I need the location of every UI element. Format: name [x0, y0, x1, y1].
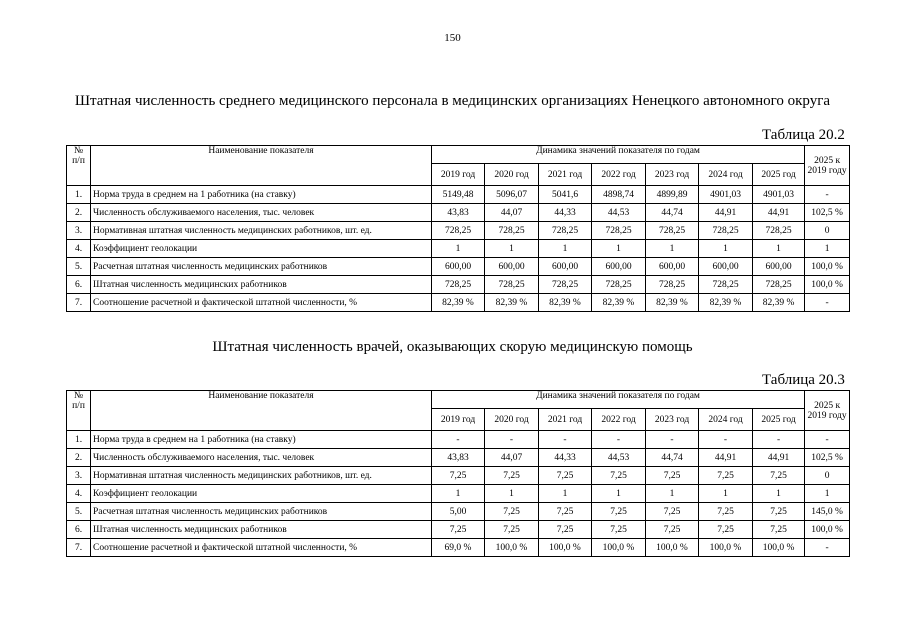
row-value: 5041,6: [539, 186, 592, 204]
row-value: 1: [699, 485, 753, 503]
header-year: 2021 год: [539, 409, 592, 431]
row-ratio: -: [805, 431, 850, 449]
row-name: Нормативная штатная численность медицинских работников, шт. ед.: [91, 467, 432, 485]
row-value: 7,25: [432, 521, 485, 539]
row-value: 7,25: [539, 467, 592, 485]
row-value: 728,25: [699, 222, 753, 240]
page-number: 150: [444, 32, 461, 44]
row-number: 4.: [67, 240, 91, 258]
row-value: 100,0 %: [753, 539, 805, 557]
header-name: Наименование показателя: [91, 391, 432, 431]
row-value: 7,25: [539, 521, 592, 539]
table2-heading: Штатная численность врачей, оказывающих скорую медицинскую помощь: [212, 339, 693, 355]
row-value: 7,25: [646, 521, 699, 539]
header-year: 2025 год: [753, 164, 805, 186]
row-value: 4901,03: [699, 186, 753, 204]
table-row: [67, 276, 850, 294]
row-number: 5.: [67, 503, 91, 521]
row-value: 728,25: [432, 276, 485, 294]
row-value: -: [539, 431, 592, 449]
row-ratio: -: [805, 186, 850, 204]
row-value: 728,25: [753, 276, 805, 294]
header-year: 2022 год: [592, 409, 646, 431]
row-ratio: 102,5 %: [805, 204, 850, 222]
header-year: 2019 год: [432, 164, 485, 186]
table2: [66, 390, 850, 557]
row-value: -: [485, 431, 539, 449]
row-value: 100,0 %: [592, 539, 646, 557]
row-value: -: [646, 431, 699, 449]
row-name: Расчетная штатная численность медицинских работников: [91, 258, 432, 276]
row-value: 82,39 %: [699, 294, 753, 312]
table-row: [67, 294, 850, 312]
row-value: 1: [539, 240, 592, 258]
row-value: 1: [432, 485, 485, 503]
row-value: 728,25: [432, 222, 485, 240]
row-number: 3.: [67, 222, 91, 240]
row-value: 44,91: [699, 204, 753, 222]
table-row: [67, 521, 850, 539]
row-value: 7,25: [753, 467, 805, 485]
row-ratio: 100,0 %: [805, 276, 850, 294]
row-name: Штатная численность медицинских работников: [91, 276, 432, 294]
row-number: 2.: [67, 204, 91, 222]
row-value: 4901,03: [753, 186, 805, 204]
row-value: 100,0 %: [699, 539, 753, 557]
row-value: 1: [646, 485, 699, 503]
row-value: 44,91: [753, 449, 805, 467]
row-value: 4898,74: [592, 186, 646, 204]
table-row: [67, 222, 850, 240]
row-value: 7,25: [699, 467, 753, 485]
row-number: 4.: [67, 485, 91, 503]
row-ratio: 0: [805, 467, 850, 485]
row-value: 600,00: [432, 258, 485, 276]
table-row: [67, 258, 850, 276]
row-name: Нормативная штатная численность медицинских работников, шт. ед.: [91, 222, 432, 240]
row-value: 1: [592, 485, 646, 503]
row-value: 1: [753, 240, 805, 258]
row-value: 82,39 %: [646, 294, 699, 312]
row-value: -: [432, 431, 485, 449]
row-name: Штатная численность медицинских работников: [91, 521, 432, 539]
row-value: 44,53: [592, 204, 646, 222]
header-year: 2020 год: [485, 164, 539, 186]
row-value: 5,00: [432, 503, 485, 521]
table-row: [67, 449, 850, 467]
header-num: № п/п: [67, 146, 91, 186]
row-value: 1: [592, 240, 646, 258]
row-name: Коэффициент геолокации: [91, 240, 432, 258]
row-ratio: 0: [805, 222, 850, 240]
row-ratio: 102,5 %: [805, 449, 850, 467]
row-value: 1: [432, 240, 485, 258]
table1-label: Таблица 20.2: [762, 127, 845, 143]
row-value: -: [699, 431, 753, 449]
row-ratio: 1: [805, 240, 850, 258]
header-ratio: 2025 к 2019 году: [805, 146, 850, 186]
row-value: 44,33: [539, 204, 592, 222]
row-value: 7,25: [485, 503, 539, 521]
row-value: 82,39 %: [592, 294, 646, 312]
row-value: 44,91: [699, 449, 753, 467]
row-number: 7.: [67, 539, 91, 557]
row-number: 1.: [67, 186, 91, 204]
row-value: 43,83: [432, 204, 485, 222]
row-value: 7,25: [592, 467, 646, 485]
row-number: 1.: [67, 431, 91, 449]
row-name: Соотношение расчетной и фактической штатной численности, %: [91, 539, 432, 557]
row-value: 69,0 %: [432, 539, 485, 557]
row-value: 7,25: [485, 521, 539, 539]
row-value: 82,39 %: [753, 294, 805, 312]
row-value: 5096,07: [485, 186, 539, 204]
row-value: 728,25: [592, 276, 646, 294]
row-value: 7,25: [699, 503, 753, 521]
header-year: 2024 год: [699, 164, 753, 186]
header-dynamics: Динамика значений показателя по годам: [432, 391, 805, 409]
row-ratio: 100,0 %: [805, 258, 850, 276]
row-value: 1: [539, 485, 592, 503]
row-value: 728,25: [646, 222, 699, 240]
row-value: 7,25: [432, 467, 485, 485]
row-value: 44,74: [646, 204, 699, 222]
row-value: 100,0 %: [646, 539, 699, 557]
row-value: 728,25: [539, 222, 592, 240]
row-value: 7,25: [699, 521, 753, 539]
row-value: 600,00: [753, 258, 805, 276]
table1: [66, 145, 850, 312]
row-ratio: -: [805, 294, 850, 312]
row-value: 7,25: [539, 503, 592, 521]
row-name: Норма труда в среднем на 1 работника (на ставку): [91, 186, 432, 204]
table-row: [67, 503, 850, 521]
row-number: 5.: [67, 258, 91, 276]
row-value: 600,00: [485, 258, 539, 276]
table1-heading: Штатная численность среднего медицинского персонала в медицинских организациях Ненецкого автономного округа: [74, 93, 831, 109]
header-year: 2023 год: [646, 164, 699, 186]
row-value: 7,25: [753, 521, 805, 539]
row-value: 7,25: [485, 467, 539, 485]
row-value: 600,00: [539, 258, 592, 276]
table-row: [67, 539, 850, 557]
row-name: Норма труда в среднем на 1 работника (на ставку): [91, 431, 432, 449]
row-number: 6.: [67, 276, 91, 294]
row-value: 7,25: [592, 521, 646, 539]
row-value: 44,33: [539, 449, 592, 467]
row-value: 44,91: [753, 204, 805, 222]
row-name: Численность обслуживаемого населения, тыс. человек: [91, 449, 432, 467]
row-value: 44,07: [485, 449, 539, 467]
header-year: 2020 год: [485, 409, 539, 431]
row-value: -: [592, 431, 646, 449]
row-ratio: 145,0 %: [805, 503, 850, 521]
row-ratio: 1: [805, 485, 850, 503]
row-value: 1: [485, 240, 539, 258]
row-ratio: -: [805, 539, 850, 557]
table2-label: Таблица 20.3: [762, 372, 845, 388]
row-value: 600,00: [646, 258, 699, 276]
header-year: 2023 год: [646, 409, 699, 431]
header-year: 2024 год: [699, 409, 753, 431]
header-year: 2019 год: [432, 409, 485, 431]
table-row: [67, 240, 850, 258]
row-value: 1: [485, 485, 539, 503]
row-value: 43,83: [432, 449, 485, 467]
row-value: 44,74: [646, 449, 699, 467]
row-value: 7,25: [592, 503, 646, 521]
row-value: 82,39 %: [432, 294, 485, 312]
row-value: 82,39 %: [539, 294, 592, 312]
row-number: 2.: [67, 449, 91, 467]
row-ratio: 100,0 %: [805, 521, 850, 539]
table-row: [67, 467, 850, 485]
row-value: 728,25: [485, 276, 539, 294]
row-value: 1: [753, 485, 805, 503]
table-row: [67, 204, 850, 222]
header-year: 2021 год: [539, 164, 592, 186]
row-name: Соотношение расчетной и фактической штатной численности, %: [91, 294, 432, 312]
row-value: 100,0 %: [485, 539, 539, 557]
row-value: 728,25: [539, 276, 592, 294]
row-number: 3.: [67, 467, 91, 485]
header-year: 2025 год: [753, 409, 805, 431]
row-value: 7,25: [646, 467, 699, 485]
row-value: 600,00: [592, 258, 646, 276]
row-value: 4899,89: [646, 186, 699, 204]
row-value: 1: [699, 240, 753, 258]
row-value: 100,0 %: [539, 539, 592, 557]
table-row: [67, 431, 850, 449]
row-value: 728,25: [592, 222, 646, 240]
row-name: Коэффициент геолокации: [91, 485, 432, 503]
row-name: Расчетная штатная численность медицинских работников: [91, 503, 432, 521]
row-value: 600,00: [699, 258, 753, 276]
row-name: Численность обслуживаемого населения, тыс. человек: [91, 204, 432, 222]
table-row: [67, 485, 850, 503]
row-value: 728,25: [753, 222, 805, 240]
row-value: 7,25: [646, 503, 699, 521]
row-value: 7,25: [753, 503, 805, 521]
header-ratio: 2025 к 2019 году: [805, 391, 850, 431]
row-value: 5149,48: [432, 186, 485, 204]
row-value: 82,39 %: [485, 294, 539, 312]
table-row: [67, 186, 850, 204]
header-year: 2022 год: [592, 164, 646, 186]
header-num: № п/п: [67, 391, 91, 431]
row-number: 6.: [67, 521, 91, 539]
row-value: -: [753, 431, 805, 449]
row-value: 44,53: [592, 449, 646, 467]
row-number: 7.: [67, 294, 91, 312]
row-value: 44,07: [485, 204, 539, 222]
row-value: 728,25: [485, 222, 539, 240]
row-value: 728,25: [699, 276, 753, 294]
header-name: Наименование показателя: [91, 146, 432, 186]
row-value: 1: [646, 240, 699, 258]
header-dynamics: Динамика значений показателя по годам: [432, 146, 805, 164]
row-value: 728,25: [646, 276, 699, 294]
